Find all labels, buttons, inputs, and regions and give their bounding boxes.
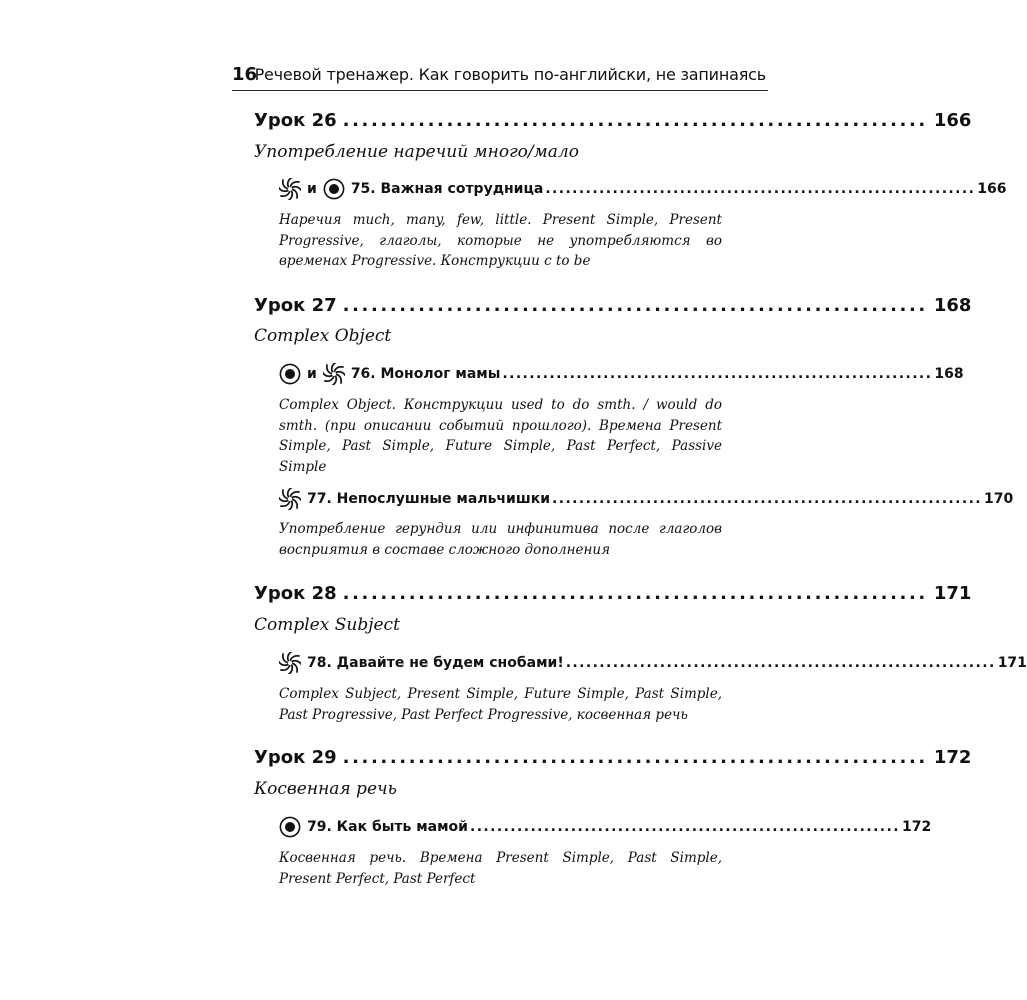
leader-dots: ..............................................................: [342, 747, 928, 768]
entry-title: 76. Монолог мамы: [350, 366, 501, 382]
entry-description: Complex Object. Конструкции used to do smth. / would do smth. (при описании событий прошлого). Времена Present Simple, Past Simple, Future Simple, Past Perfect, Passive Simple: [279, 397, 722, 475]
lesson-page: 171: [933, 583, 972, 604]
lesson-label: Урок 28: [254, 583, 337, 604]
lesson-page: 166: [933, 110, 972, 131]
lesson-page: 168: [933, 295, 972, 316]
target-icon: [323, 178, 345, 200]
running-title: Речевой тренажер. Как говорить по-английски, не запинаясь: [254, 65, 766, 84]
entry-description: Косвенная речь. Времена Present Simple, Past Simple, Present Perfect, Past Perfect: [279, 850, 722, 887]
toc-entry-75[interactable]: [279, 177, 1007, 201]
lesson-label: Урок 26: [254, 110, 337, 131]
toc-entry-78[interactable]: [279, 651, 1027, 675]
entry-page: 166: [977, 181, 1007, 197]
leader-dots: ................................................................: [565, 655, 996, 671]
entry-description: Наречия much, many, few, little. Present Simple, Present Progressive, глаголы, которые не употребляются во временах Progressive. Конструкции с to be: [279, 212, 722, 269]
spiral-icon: [279, 652, 301, 674]
leader-dots: ................................................................: [469, 819, 900, 835]
connector-text: и: [307, 366, 317, 382]
entry-title: 77. Непослушные мальчишки: [307, 491, 551, 507]
lesson-label: Урок 29: [254, 747, 337, 768]
target-icon: [279, 816, 301, 838]
entry-page: 172: [901, 819, 932, 835]
connector-text: и: [307, 181, 317, 197]
toc-entry-77[interactable]: [279, 487, 1014, 511]
toc-entry-79[interactable]: [279, 815, 932, 839]
entry-description: Употребление герундия или инфинитива после глаголов восприятия в составе сложного дополнения: [279, 521, 722, 558]
entry-page: 170: [984, 491, 1014, 507]
target-icon: [279, 363, 301, 385]
lesson-label: Урок 27: [254, 295, 337, 316]
leader-dots: ..............................................................: [342, 110, 928, 131]
spiral-icon: [279, 178, 301, 200]
toc-entry-76[interactable]: [279, 362, 964, 386]
leader-dots: ................................................................: [545, 181, 976, 197]
spiral-icon: [323, 363, 345, 385]
entry-description: Complex Subject, Present Simple, Future Simple, Past Simple, Past Progressive, Past Perfect Progressive, косвенная речь: [279, 686, 722, 723]
entry-title: 78. Давайте не будем снобами!: [307, 655, 564, 671]
page-number: 16: [232, 64, 258, 85]
entry-page: 171: [997, 655, 1027, 671]
leader-dots: ................................................................: [502, 366, 933, 382]
entry-page: 168: [934, 366, 964, 382]
lesson-27-heading[interactable]: [254, 295, 972, 321]
lesson-page: 172: [933, 747, 972, 768]
entry-title: 79. Как быть мамой: [307, 819, 468, 835]
page-header: [232, 64, 768, 91]
lesson-subtitle: Complex Object: [254, 326, 392, 346]
lesson-subtitle: Употребление наречий много/мало: [254, 142, 579, 162]
lesson-subtitle: Косвенная речь: [254, 779, 397, 799]
lesson-26-heading[interactable]: [254, 110, 972, 136]
lesson-subtitle: Complex Subject: [254, 615, 400, 635]
spiral-icon: [279, 488, 301, 510]
leader-dots: ..............................................................: [342, 583, 928, 604]
leader-dots: ..............................................................: [342, 295, 928, 316]
lesson-28-heading[interactable]: [254, 583, 972, 609]
lesson-29-heading[interactable]: [254, 747, 972, 773]
entry-title: 75. Важная сотрудница: [350, 181, 544, 197]
leader-dots: ................................................................: [552, 491, 983, 507]
